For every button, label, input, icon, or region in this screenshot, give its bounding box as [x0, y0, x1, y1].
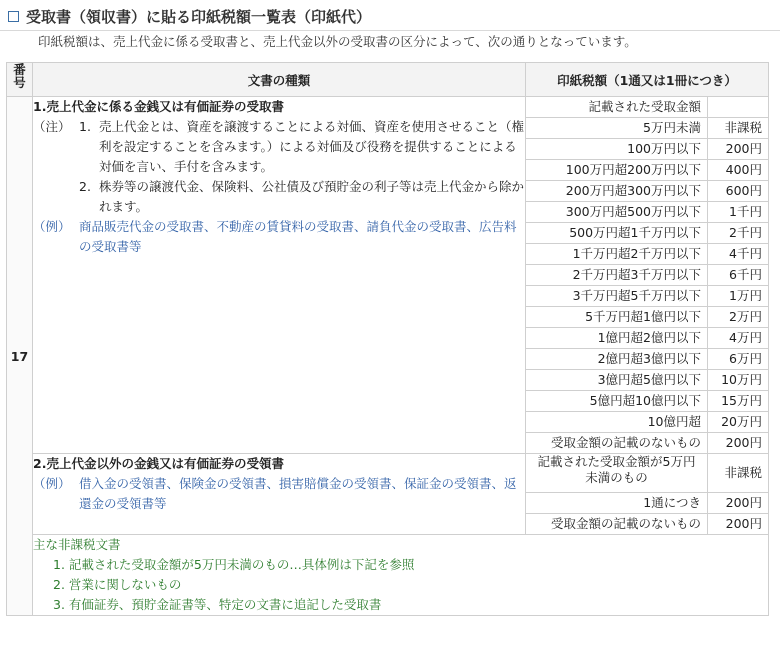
- rate-amount: 300万円超500万円以下: [526, 202, 708, 223]
- rate-row: [526, 433, 768, 454]
- rate-tax: 2千円: [708, 223, 769, 244]
- rate-amount: 受取金額の記載のないもの: [526, 514, 708, 535]
- rate-tax: 6千円: [708, 265, 769, 286]
- rate-tax: 600円: [708, 181, 769, 202]
- rate-tax: 200円: [708, 493, 769, 514]
- rate-amount: 200万円超300万円以下: [526, 181, 708, 202]
- rate-row: [526, 160, 768, 181]
- nontaxable-item: 2. 営業に関しないもの: [53, 577, 182, 592]
- note-item: 2. 株券等の譲渡代金、保険料、公社債及び預貯金の利子等は売上代金から除かれます。: [79, 179, 525, 214]
- rate-tax: 6万円: [708, 349, 769, 370]
- rate-tax: 200円: [708, 514, 769, 535]
- section1-notes: [33, 117, 525, 217]
- rate-row: [526, 514, 768, 535]
- rate-amount: 2億円超3億円以下: [526, 349, 708, 370]
- stamp-tax-table: [6, 62, 769, 616]
- page-header: [0, 0, 780, 31]
- page-title: 受取書（領収書）に貼る印紙税額一覧表（印紙代）: [26, 8, 372, 26]
- section2-example: （例） 借入金の受領書、保険金の受領書、損害賠償金の受領書、保証金の受領書、返還金の受領書等: [33, 476, 517, 511]
- header-doc-type: 文書の種類: [33, 63, 526, 97]
- rate-tax: 2万円: [708, 307, 769, 328]
- section1-description: [33, 97, 526, 454]
- rate-row: [526, 328, 768, 349]
- rate-row: [526, 349, 768, 370]
- rate-amount: 2千万円超3千万円以下: [526, 265, 708, 286]
- rate-row: [526, 202, 768, 223]
- rate-row: [526, 286, 768, 307]
- rate-amount: 受取金額の記載のないもの: [526, 433, 708, 454]
- rate-tax: 1千円: [708, 202, 769, 223]
- note-label: （注）: [33, 119, 71, 134]
- rate-tax: 4千円: [708, 244, 769, 265]
- rate-amount: 5万円未満: [526, 118, 708, 139]
- rate-amount: 1千万円超2千万円以下: [526, 244, 708, 265]
- rate-tax: 非課税: [708, 118, 769, 139]
- rate-amount: 記載された受取金額: [526, 97, 708, 118]
- rate-tax: 10万円: [708, 370, 769, 391]
- rate-amount: 10億円超: [526, 412, 708, 433]
- header-number: 番 号: [7, 63, 33, 97]
- nontaxable-title: 主な非課税文書: [33, 537, 121, 552]
- row-number: 17: [7, 97, 33, 616]
- rate-row: [526, 181, 768, 202]
- rate-row: [526, 307, 768, 328]
- rate-row: [526, 493, 768, 514]
- section1-rates: [526, 97, 769, 454]
- rate-row: [526, 223, 768, 244]
- nontaxable-section: [33, 535, 769, 616]
- nontaxable-item: 1. 記載された受取金額が5万円未満のもの…具体例は下記を参照: [53, 557, 415, 572]
- rate-tax: 1万円: [708, 286, 769, 307]
- note-item: 1. 売上代金とは、資産を譲渡することによる対価、資産を使用させること（権利を設定することを含みます。）による対価及び役務を提供することによる対価を言い、手付を含みます。: [79, 119, 525, 174]
- rate-row: [526, 265, 768, 286]
- section1-example: （例） 商品販売代金の受取書、不動産の賃貸料の受取書、請負代金の受取書、広告料の受取書等: [33, 219, 517, 254]
- rate-tax: 非課税: [708, 454, 769, 493]
- rate-tax: 15万円: [708, 391, 769, 412]
- rate-amount: 500万円超1千万円以下: [526, 223, 708, 244]
- rate-amount: 5億円超10億円以下: [526, 391, 708, 412]
- rate-tax: 200円: [708, 433, 769, 454]
- intro-text: 印紙税額は、売上代金に係る受取書と、売上代金以外の受取書の区分によって、次の通りとなっています。: [38, 34, 637, 49]
- rate-row: [526, 244, 768, 265]
- rate-tax: 400円: [708, 160, 769, 181]
- rate-amount: 100万円超200万円以下: [526, 160, 708, 181]
- rate-amount: 3千万円超5千万円以下: [526, 286, 708, 307]
- rate-row: [526, 391, 768, 412]
- rate-row: [526, 454, 768, 493]
- section2-rates: [526, 454, 769, 535]
- checkbox-square-icon: [8, 11, 19, 22]
- rate-tax: 200円: [708, 139, 769, 160]
- rate-amount: 3億円超5億円以下: [526, 370, 708, 391]
- rate-row: [526, 412, 768, 433]
- section1-title: 1.売上代金に係る金銭又は有価証券の受取書: [33, 99, 284, 114]
- rate-tax: 4万円: [708, 328, 769, 349]
- rate-amount: 100万円以下: [526, 139, 708, 160]
- rate-tax: 20万円: [708, 412, 769, 433]
- rate-amount: 5千万円超1億円以下: [526, 307, 708, 328]
- rate-row: [526, 118, 768, 139]
- rate-amount: 1億円超2億円以下: [526, 328, 708, 349]
- rate-amount: 1通につき: [526, 493, 708, 514]
- section2-title: 2.売上代金以外の金銭又は有価証券の受領書: [33, 456, 284, 471]
- rate-amount: 記載された受取金額が5万円未満のもの: [526, 454, 708, 493]
- rate-row: [526, 370, 768, 391]
- nontaxable-item: 3. 有価証券、預貯金証書等、特定の文書に追記した受取書: [53, 597, 382, 612]
- rate-tax: [708, 97, 769, 118]
- rate-row: [526, 97, 768, 118]
- header-tax: 印紙税額（1通又は1冊につき）: [526, 63, 769, 97]
- rate-row: [526, 139, 768, 160]
- section2-description: [33, 454, 526, 535]
